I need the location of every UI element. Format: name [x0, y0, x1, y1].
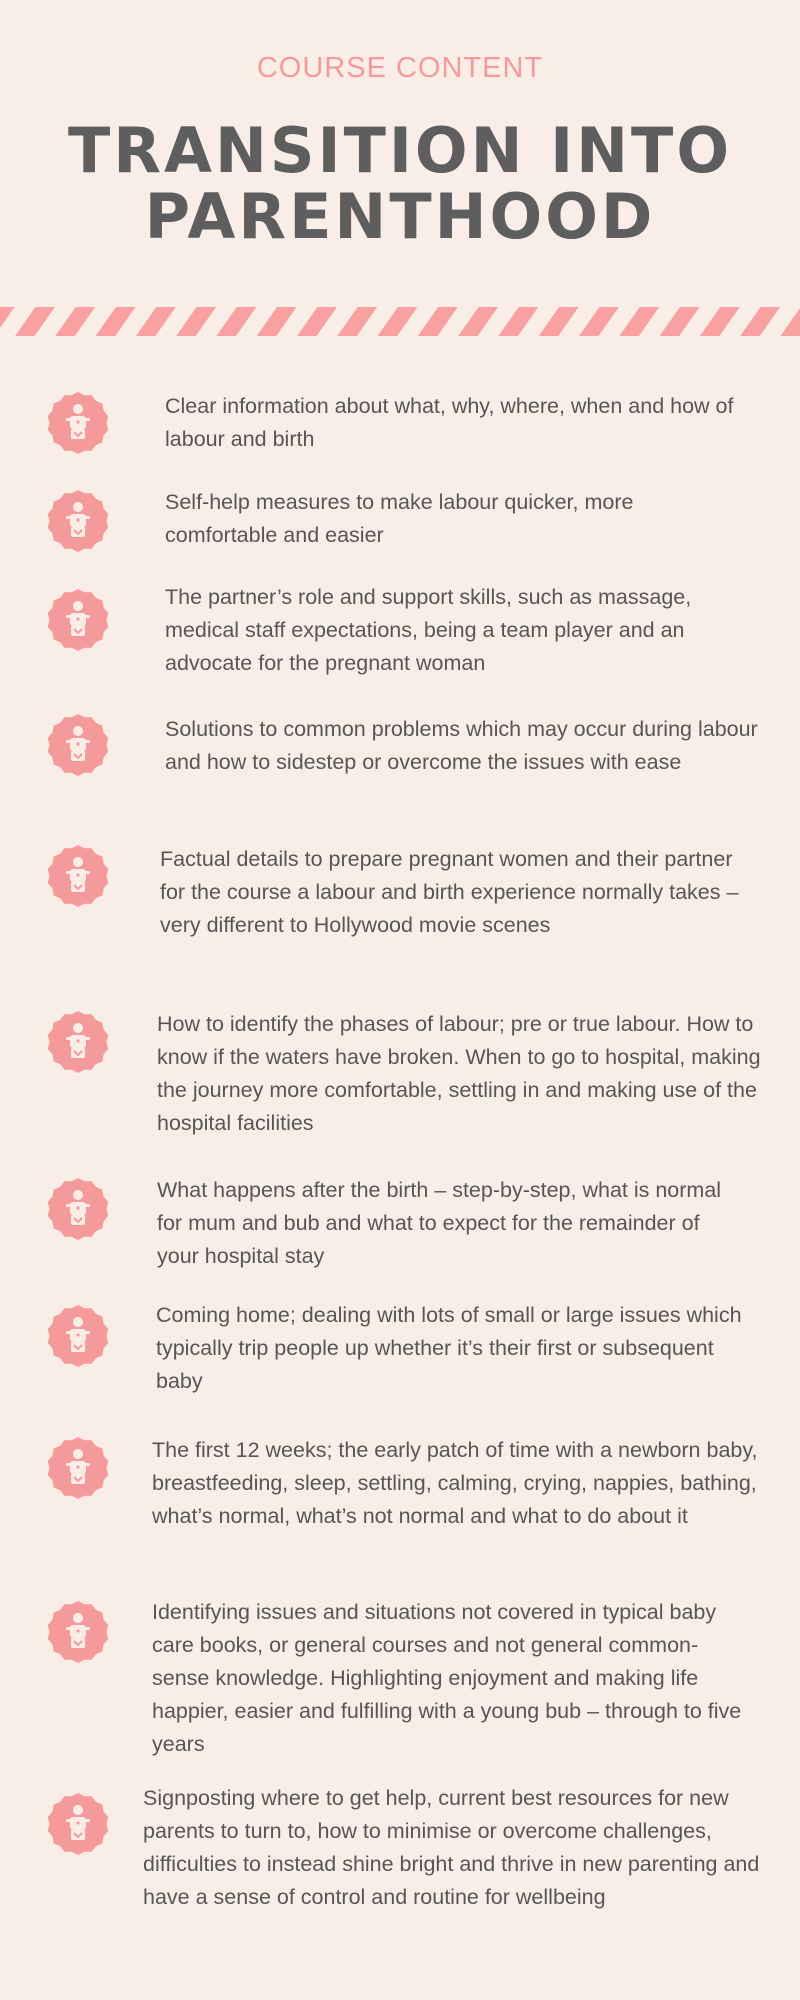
baby-icon — [47, 1601, 109, 1663]
baby-icon — [47, 1793, 109, 1855]
item-text: The first 12 weeks; the early patch of time with a newborn baby, breastfeeding, sleep, settling, calming, crying, nappies, bathing, what’s normal, what’s not normal and what to do about it — [152, 1438, 758, 1528]
baby-icon — [47, 1437, 109, 1499]
item-text: The partner’s role and support skills, such as massage, medical staff expectations, being a team player and an advocate for the pregnant woman — [165, 585, 692, 675]
baby-icon — [47, 1178, 109, 1240]
title-line-2: PARENTHOOD — [144, 180, 656, 253]
item-text: Identifying issues and situations not covered in typical baby care books, or general courses and not general common-sense knowledge. Highlighting enjoyment and making life happier, easier and fulfilling with a young bub – through to five years — [152, 1600, 742, 1756]
baby-icon — [47, 1305, 109, 1367]
baby-icon — [47, 1011, 109, 1073]
baby-icon — [47, 490, 109, 552]
item-text: Clear information about what, why, where, when and how of labour and birth — [165, 394, 734, 451]
baby-icon — [47, 589, 109, 651]
item-text: Solutions to common problems which may occur during labour and how to sidestep or overcome the issues with ease — [165, 717, 758, 774]
item-text: How to identify the phases of labour; pre or true labour. How to know if the waters have broken. When to go to hospital, making the journey more comfortable, settling in and making use of the hospital facilities — [157, 1012, 761, 1135]
striped-divider — [0, 307, 800, 336]
page-title — [0, 114, 800, 253]
baby-icon — [47, 714, 109, 776]
item-text: Signposting where to get help, current best resources for new parents to turn to, how to minimise or overcome challenges, difficulties to instead shine bright and thrive in new parenting and have a sense of control and routine for wellbeing — [143, 1786, 760, 1909]
baby-icon — [47, 392, 109, 454]
item-text: Coming home; dealing with lots of small or large issues which typically trip people up whether it’s their first or subsequent baby — [156, 1303, 742, 1393]
item-text: Self-help measures to make labour quicker, more comfortable and easier — [165, 490, 634, 547]
item-text: Factual details to prepare pregnant women and their partner for the course a labour and birth experience normally takes – very different to Hollywood movie scenes — [160, 847, 739, 937]
course-content-subtitle: COURSE CONTENT — [256, 52, 544, 84]
baby-icon — [47, 845, 109, 907]
item-text: What happens after the birth – step-by-step, what is normal for mum and bub and what to expect for the remainder of your hospital stay — [157, 1178, 722, 1268]
title-line-1: TRANSITION INTO — [67, 114, 733, 187]
